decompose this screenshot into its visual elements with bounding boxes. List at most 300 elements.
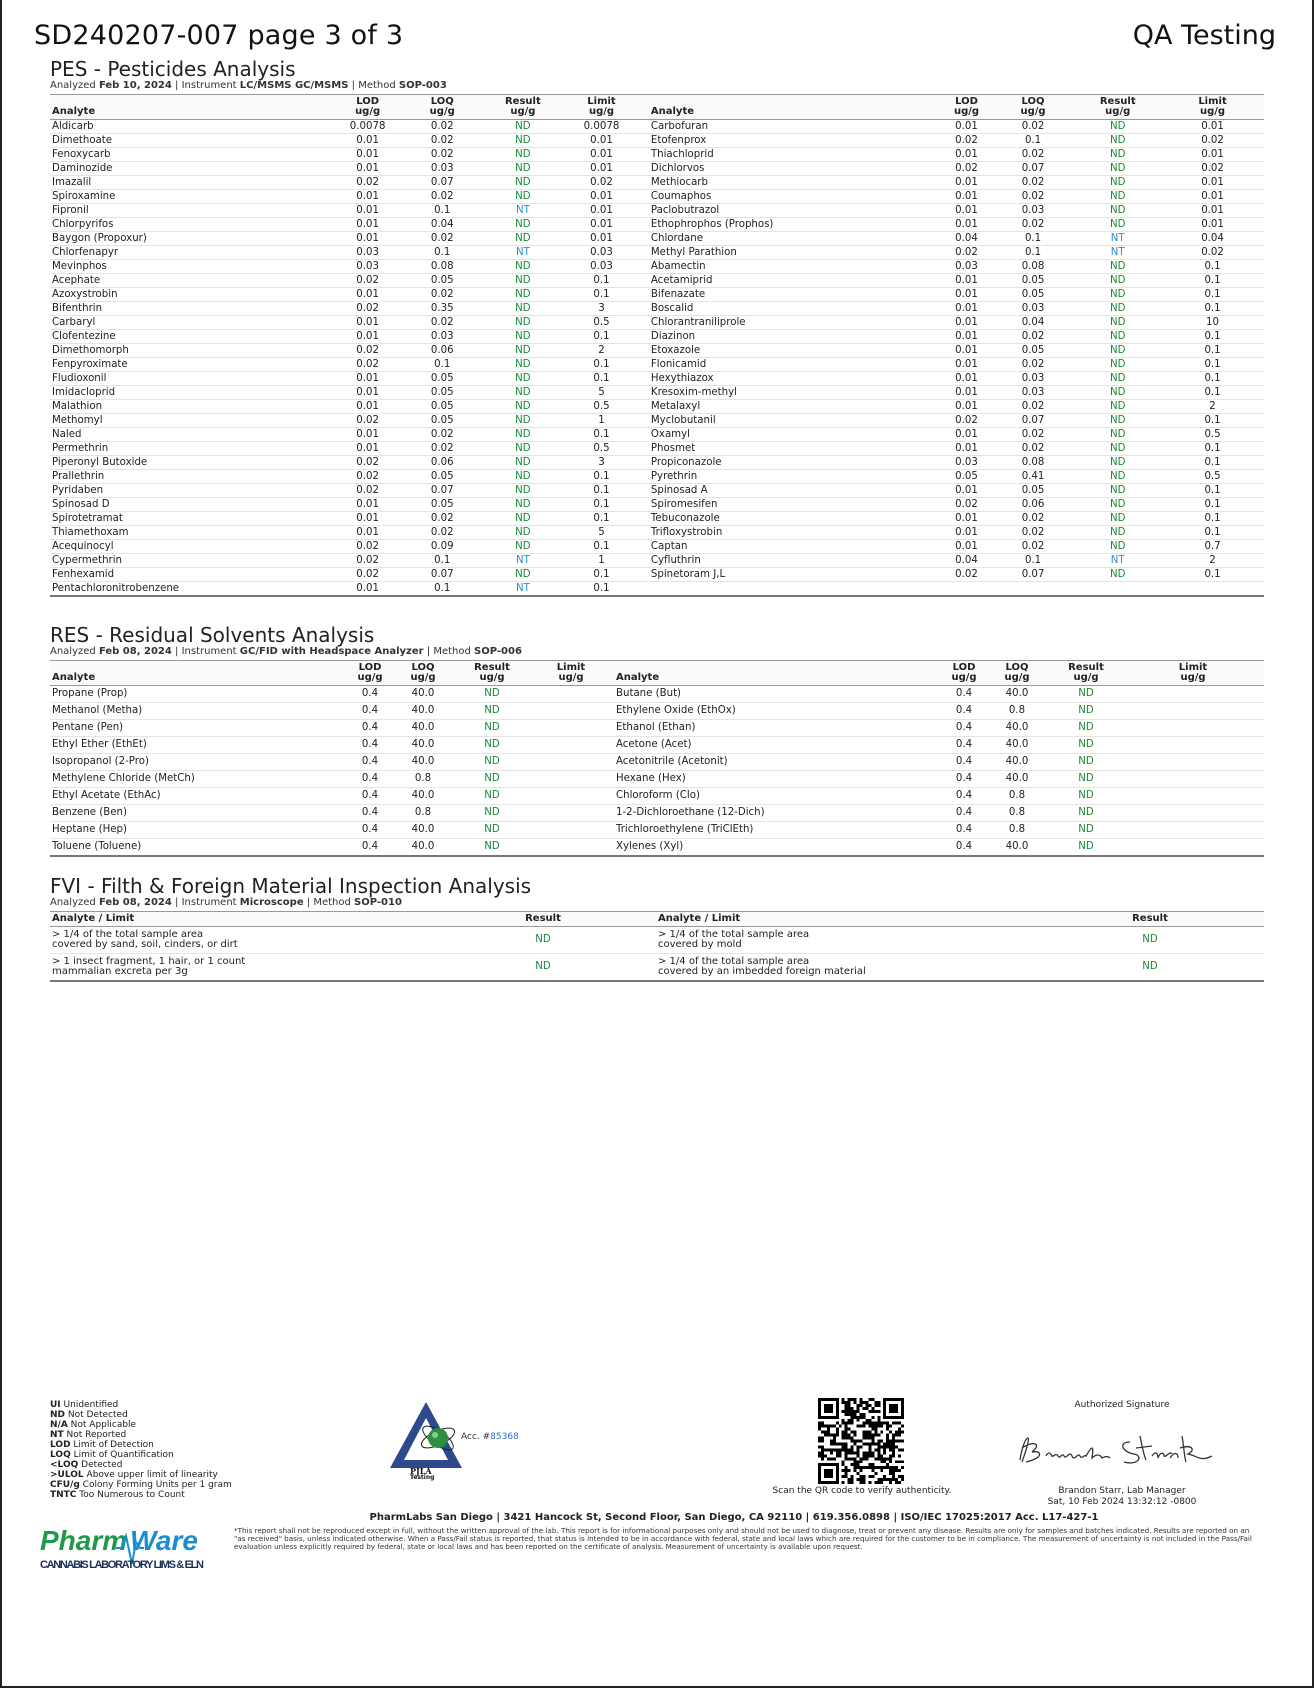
limit-value [528,703,614,720]
limit-value: 0.1 [1161,484,1264,498]
analyte-name: Diazinon [649,330,941,344]
analyte-name: Propiconazole [649,456,941,470]
limit-value: 0.1 [554,428,649,442]
analyte-name: Clofentezine [50,330,342,344]
analyte-name: Spirotetramat [50,512,342,526]
analyte-name: Tebuconazole [649,512,941,526]
meta-label: Instrument [181,897,237,908]
analyte-name: Pyridaben [50,484,342,498]
loq-value: 0.03 [393,330,492,344]
pes-meta: Analyzed Feb 10, 2024 | Instrument LC/MSMS GC/MSMS | Method SOP-003 [50,80,447,91]
legend-text: Not Detected [67,1410,128,1420]
result-value: ND [456,703,528,720]
lod-value: 0.01 [342,204,392,218]
legend-abbr: ND [50,1410,66,1420]
loq-value: 0.05 [992,274,1075,288]
table-row [50,428,1264,442]
fvi-body [50,927,1264,981]
lod-value: 0.02 [342,274,392,288]
limit-value: 0.5 [1161,470,1264,484]
limit-value: 0.1 [554,274,649,288]
col-header-label: LOQ [430,96,454,107]
criterion-line: > 1 insect fragment, 1 hair, or 1 count [52,955,246,967]
result-value: ND [492,498,555,512]
table-row [50,414,1264,428]
loq-value: 0.05 [393,498,492,512]
table-row [50,737,1264,754]
limit-value: 1 [554,554,649,568]
limit-value: 0.03 [554,260,649,274]
limit-value: 0.02 [1161,162,1264,176]
limit-value: 0.02 [554,176,649,190]
loq-value: 0.02 [992,218,1075,232]
loq-value: 0.05 [992,484,1075,498]
analyte-name: Dimethoate [50,134,342,148]
lod-value: 0.4 [350,686,390,703]
result-value: ND [1074,162,1161,176]
lod-value: 0.01 [941,400,991,414]
analyte-name: Kresoxim-methyl [649,386,941,400]
loq-value: 0.02 [992,358,1075,372]
table-row [50,954,1264,981]
limit-value [528,686,614,703]
lod-value: 0.01 [941,190,991,204]
table-row [50,134,1264,148]
analyte-name: Acetonitrile (Acetonit) [614,754,944,771]
lod-value: 0.01 [342,372,392,386]
lod-value: 0.01 [342,232,392,246]
analyte-name: Spiroxamine [50,190,342,204]
loq-value: 0.02 [393,428,492,442]
analyte-name: Boscalid [649,302,941,316]
legend-text: Above upper limit of linearity [86,1470,218,1480]
analyte-name: Dimethomorph [50,344,342,358]
analyte-name: Naled [50,428,342,442]
table-row [50,484,1264,498]
loq-value: 40.0 [984,839,1050,857]
analyte-name: Daminozide [50,162,342,176]
table-row [50,232,1264,246]
loq-value: 0.03 [393,162,492,176]
analyte-name: Fenpyroximate [50,358,342,372]
lod-value: 0.4 [944,771,984,788]
result-value: ND [1074,274,1161,288]
col-header-unit: ug/g [588,106,615,117]
analyzed-date: Feb 10, 2024 [98,80,172,91]
acc-label: Acc. # [461,1432,491,1442]
analyte-name: 1-2-Dichloroethane (12-Dich) [614,805,944,822]
lod-value: 0.4 [944,788,984,805]
result-value: ND [456,720,528,737]
lod-value: 0.03 [342,246,392,260]
limit-value: 0.04 [1161,232,1264,246]
limit-value: 0.02 [1161,134,1264,148]
limit-value: 0.1 [1161,414,1264,428]
col-header [1074,95,1161,120]
result-value: ND [1074,568,1161,582]
analyte-name: Malathion [50,400,342,414]
abbreviation-legend [50,1400,232,1500]
limit-value: 0.01 [1161,218,1264,232]
analyte-name: Ethophrophos (Prophos) [649,218,941,232]
res-table [50,660,1264,857]
criterion-line: covered by mold [658,939,742,950]
criterion-line: mammalian excreta per 3g [52,965,188,977]
analyte-name: Pentane (Pen) [50,720,350,737]
result-value: ND [1050,754,1122,771]
result-value: NT [492,582,555,597]
table-row [50,754,1264,771]
result-value: ND [456,737,528,754]
res-header-row [50,661,1264,686]
limit-value: 1 [554,414,649,428]
result-value: ND [1074,344,1161,358]
result-value: ND [492,400,555,414]
table-row [50,456,1264,470]
analyte-name: Toluene (Toluene) [50,839,350,857]
loq-value: 40.0 [984,720,1050,737]
loq-value: 0.04 [393,218,492,232]
loq-value: 0.02 [992,512,1075,526]
lod-value: 0.02 [342,540,392,554]
handwritten-signature-icon [1012,1426,1232,1476]
loq-value: 40.0 [984,737,1050,754]
lod-value: 0.4 [350,771,390,788]
limit-value [1122,720,1264,737]
legend-item [50,1420,232,1430]
instrument: GC/FID with Headspace Analyzer [239,646,424,657]
result-value: ND [1074,512,1161,526]
analyte-name: Spiromesifen [649,498,941,512]
table-row [50,498,1264,512]
fvi-criterion [50,927,430,954]
result-value: ND [492,428,555,442]
lod-value: 0.01 [342,512,392,526]
pes-section [50,58,1264,597]
col-header-label: Result [1099,96,1136,107]
lod-value: 0.02 [342,554,392,568]
table-row [50,316,1264,330]
analyte-name: Propane (Prop) [50,686,350,703]
lod-value: 0.01 [342,330,392,344]
col-header-label: LOD [955,96,978,107]
loq-value: 0.02 [992,148,1075,162]
lod-value: 0.01 [342,162,392,176]
result-value: ND [1074,148,1161,162]
loq-value: 40.0 [390,703,456,720]
analyte-name: Bifenazate [649,288,941,302]
analyte-name: Pyrethrin [649,470,941,484]
meta-label: Method [358,80,396,91]
table-row [50,190,1264,204]
analyte-name: Methanol (Metha) [50,703,350,720]
result-value: ND [492,484,555,498]
lod-value: 0.01 [342,498,392,512]
analyte-name: Mevinphos [50,260,342,274]
fvi-criterion [656,927,1036,954]
legend-item [50,1470,232,1480]
limit-value: 0.01 [554,204,649,218]
analyte-name: Chloroform (Clo) [614,788,944,805]
table-row [50,568,1264,582]
limit-value [528,788,614,805]
instrument: Microscope [239,897,304,908]
qr-code-icon[interactable] [818,1398,904,1484]
analyte-name: Ethyl Acetate (EthAc) [50,788,350,805]
accreditation-number [461,1432,519,1442]
analyte-name: Captan [649,540,941,554]
lod-value: 0.01 [941,274,991,288]
loq-value: 0.02 [992,120,1075,134]
analyte-name: Cypermethrin [50,554,342,568]
loq-value: 0.1 [393,358,492,372]
lod-value: 0.01 [941,540,991,554]
table-row [50,839,1264,857]
result-value: ND [1050,686,1122,703]
result-value: ND [492,540,555,554]
legend-item [50,1440,232,1450]
col-header-label: LOD [358,662,382,673]
col-header-unit: ug/g [951,672,977,683]
loq-value: 40.0 [390,737,456,754]
loq-value: 0.07 [393,568,492,582]
table-row [50,288,1264,302]
legend-item [50,1450,232,1460]
limit-value: 0.1 [1161,288,1264,302]
loq-value: 0.04 [992,316,1075,330]
result-value: ND [1050,822,1122,839]
lod-value: 0.03 [941,456,991,470]
loq-value: 0.03 [992,204,1075,218]
loq-value: 0.02 [992,400,1075,414]
loq-value: 0.02 [393,512,492,526]
limit-value: 0.01 [554,190,649,204]
loq-value: 0.02 [393,288,492,302]
result-value: ND [1050,720,1122,737]
result-value: NT [492,554,555,568]
loq-value: 0.02 [393,442,492,456]
loq-value: 0.07 [393,484,492,498]
analyte-name: Methomyl [50,414,342,428]
result-value: ND [1074,400,1161,414]
loq-value: 0.1 [393,582,492,597]
loq-value: 40.0 [390,754,456,771]
limit-value: 0.01 [1161,190,1264,204]
legend-abbr: >ULOL [50,1470,84,1480]
limit-value [1122,737,1264,754]
result-value: ND [456,805,528,822]
result-value: ND [492,372,555,386]
result-value: ND [1050,771,1122,788]
table-row [50,442,1264,456]
lod-value: 0.02 [941,568,991,582]
limit-value: 0.1 [554,512,649,526]
table-row [50,302,1264,316]
limit-value [1122,771,1264,788]
lod-value: 0.4 [944,839,984,857]
result-value: NT [1074,246,1161,260]
col-header [350,661,390,686]
legend-abbr: N/A [50,1420,68,1430]
loq-value: 0.05 [393,414,492,428]
analyte-name: Hexythiazox [649,372,941,386]
res-section [50,624,1264,857]
loq-value: 0.1 [992,232,1075,246]
col-header [492,95,555,120]
table-row [50,805,1264,822]
result-value [1074,582,1161,597]
qr-caption: Scan the QR code to verify authenticity. [772,1486,952,1496]
limit-value: 0.0078 [554,120,649,134]
result-value: ND [492,526,555,540]
limit-value: 0.1 [1161,442,1264,456]
analyte-name: Thiamethoxam [50,526,342,540]
analyte-name: Aldicarb [50,120,342,134]
analyte-name: Chlorfenapyr [50,246,342,260]
analyzed-date: Feb 08, 2024 [98,897,172,908]
result-value: ND [1074,470,1161,484]
lod-value: 0.01 [342,400,392,414]
result-value: ND [1074,372,1161,386]
lab-type: QA Testing [1132,20,1276,51]
lod-value: 0.01 [941,344,991,358]
col-header-label: LOQ [1005,662,1029,673]
loq-value: 40.0 [984,686,1050,703]
analyte-name: Prallethrin [50,470,342,484]
loq-value: 40.0 [984,754,1050,771]
legend-text: Colony Forming Units per 1 gram [82,1480,232,1490]
result-value: ND [492,190,555,204]
col-header-unit: ug/g [1073,672,1099,683]
limit-value: 0.1 [1161,526,1264,540]
result-value: ND [1074,288,1161,302]
legend-item [50,1400,232,1410]
loq-value: 40.0 [390,788,456,805]
result-value: ND [1074,120,1161,134]
report-title: SD240207-007 page 3 of 3 [34,20,404,51]
table-row [50,927,1264,954]
result-value: ND [492,260,555,274]
result-value: ND [1074,484,1161,498]
analyte-name: Baygon (Propoxur) [50,232,342,246]
col-header-unit: ug/g [558,672,584,683]
loq-value: 0.05 [393,470,492,484]
table-row [50,386,1264,400]
legend-text: Not Applicable [70,1420,137,1430]
pes-title: PES - Pesticides Analysis [50,57,296,81]
loq-value: 0.05 [393,400,492,414]
loq-value: 0.05 [393,386,492,400]
result-value: ND [492,568,555,582]
result-value: ND [456,686,528,703]
result-value: ND [1074,358,1161,372]
loq-value: 0.02 [992,176,1075,190]
loq-value: 0.06 [992,498,1075,512]
analyte-name: Trifloxystrobin [649,526,941,540]
criterion-line: > 1/4 of the total sample area [658,929,810,940]
analyte-name: Ethyl Ether (EthEt) [50,737,350,754]
analyte-name: Butane (But) [614,686,944,703]
analyte-name: Thiachloprid [649,148,941,162]
legend-abbr: TNTC [50,1490,77,1500]
limit-value: 0.5 [554,316,649,330]
disclaimer: *This report shall not be reproduced except in full, without the written approval of the lab. This report is for informational purposes only and should not be used to diagnose, treat or prevent any disease. Results are only for samples and batches indicated. Results are reported on an "as received" basis, unless indicated otherwise. When a Pass/Fail status is reported, that status is intended to be in accordance with federal, state and local laws which are required for the customer to be in compliance. The measurement of uncertainty is not included in the Pass/Fail evaluation unless explicitly required by federal, state or local laws and has been reported on the certificate of analysis. Measurement of uncertainty is available upon request. [234,1526,1252,1551]
analyte-name: Xylenes (Xyl) [614,839,944,857]
col-header-label: Result [504,96,541,107]
col-header-label: Result [474,662,510,673]
analyte-name: Chlorantraniliprole [649,316,941,330]
lod-value: 0.03 [342,260,392,274]
col-header: Analyte / Limit [50,912,430,927]
col-header [984,661,1050,686]
result-value: ND [1074,414,1161,428]
loq-value: 0.02 [992,442,1075,456]
analyte-name: Heptane (Hep) [50,822,350,839]
loq-value: 0.02 [393,316,492,330]
analyte-name: Metalaxyl [649,400,941,414]
table-row [50,330,1264,344]
lod-value: 0.02 [342,414,392,428]
svg-text:Pharm: Pharm [40,1525,128,1556]
analyte-name: Abamectin [649,260,941,274]
lod-value: 0.01 [941,526,991,540]
loq-value: 40.0 [390,686,456,703]
col-header-unit: ug/g [1199,106,1226,117]
result-value: ND [1074,540,1161,554]
lod-value: 0.01 [342,134,392,148]
lod-value: 0.02 [342,344,392,358]
lod-value: 0.01 [941,302,991,316]
col-header-unit: ug/g [1004,672,1030,683]
limit-value [528,754,614,771]
table-row [50,554,1264,568]
limit-value: 0.1 [554,540,649,554]
loq-value: 40.0 [984,771,1050,788]
acc-number: 85368 [490,1432,519,1442]
lod-value: 0.4 [944,737,984,754]
limit-value: 0.5 [554,442,649,456]
result-value: ND [1050,703,1122,720]
result-value: ND [492,414,555,428]
limit-value: 0.5 [554,400,649,414]
signature-date: Sat, 10 Feb 2024 13:32:12 -0800 [1047,1497,1197,1507]
signer-name: Brandon Starr, Lab Manager [1058,1486,1186,1496]
loq-value: 0.8 [984,805,1050,822]
loq-value: 0.07 [992,568,1075,582]
legend-text: Not Reported [66,1430,127,1440]
table-row [50,703,1264,720]
loq-value: 0.02 [393,232,492,246]
analyte-name: Fipronil [50,204,342,218]
lod-value: 0.01 [342,148,392,162]
lod-value: 0.01 [941,204,991,218]
analyte-name: Acequinocyl [50,540,342,554]
result-value: ND [492,288,555,302]
loq-value: 0.1 [393,246,492,260]
loq-value: 40.0 [390,822,456,839]
analyte-name: Oxamyl [649,428,941,442]
legend-text: Too Numerous to Count [79,1490,185,1500]
col-header-unit: ug/g [357,672,383,683]
result-value: ND [430,927,656,954]
analyte-name: Acephate [50,274,342,288]
table-row [50,260,1264,274]
pes-header-row [50,95,1264,120]
svg-text:CANNABIS LABORATORY LIMS & ELN: CANNABIS LABORATORY LIMS & ELN [40,1559,204,1571]
result-value: ND [1074,134,1161,148]
lod-value: 0.4 [944,703,984,720]
analyte-name: Myclobutanil [649,414,941,428]
